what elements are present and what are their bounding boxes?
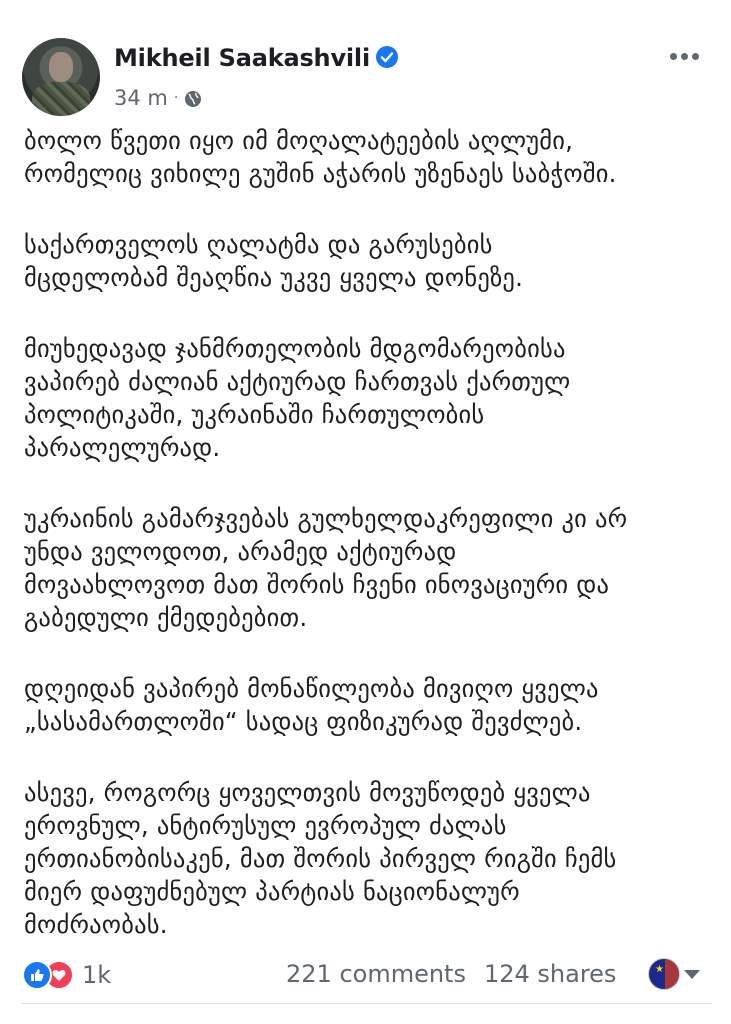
post-paragraph xyxy=(24,776,714,941)
post-line: ერთიანობისაკენ, მათ შორის პირველ რიგში ჩემს xyxy=(24,844,617,873)
more-dot xyxy=(681,53,688,60)
post-paragraph xyxy=(24,672,714,738)
post-line: პოლიტიკაში, უკრაინაში ჩართულობის xyxy=(24,400,485,429)
post-meta xyxy=(114,86,202,110)
post-line: უნდა ველოდოთ, არამედ აქტიურად xyxy=(24,537,457,566)
post-line: პარალელურად. xyxy=(24,433,221,462)
post-body xyxy=(24,124,714,979)
more-dot xyxy=(670,53,677,60)
post-header xyxy=(0,0,731,120)
post-paragraph xyxy=(24,124,714,190)
flag-stars: ★ xyxy=(655,964,664,975)
meta-separator: · xyxy=(173,90,179,106)
post-line: ეროვნულ, ანტირუსულ ევროპულ ძალას xyxy=(24,811,507,840)
post-paragraph xyxy=(24,332,714,464)
post-line: უკრაინის გამარჯვებას გულხელდაკრეფილი კი არ xyxy=(24,504,628,533)
post-line: რომელიც ვიხილე გუშინ აჭარის უზენაეს საბჭოში. xyxy=(24,159,617,188)
post-paragraph xyxy=(24,502,714,634)
post-footer xyxy=(0,948,731,1000)
post-line: „სასამართლოში“ სადაც ფიზიკურად შევძლებ. xyxy=(24,707,583,736)
author-name[interactable]: Mikheil Saakashvili xyxy=(114,44,370,72)
post-line: საქართველოს ღალატმა და გარუსების xyxy=(24,230,493,259)
verified-badge-icon xyxy=(376,46,398,68)
author-avatar[interactable] xyxy=(22,38,100,116)
post-line: ასევე, როგორც ყოველთვის მოვუწოდებ ყველა xyxy=(24,778,591,807)
like-reaction-icon xyxy=(22,960,52,990)
avatar-uniform xyxy=(32,82,90,116)
more-options-icon[interactable] xyxy=(670,46,710,66)
post-line: მიუხედავად ჯანმრთელობის მდგომარეობისა xyxy=(24,334,566,363)
avatar-face xyxy=(49,52,73,82)
eu-flag-avatar-icon[interactable] xyxy=(648,958,680,990)
chevron-down-icon[interactable] xyxy=(684,970,700,979)
flag-stripe xyxy=(665,959,679,989)
post-paragraph xyxy=(24,228,714,294)
post-line: მოვაახლოვოთ მათ შორის ჩვენი ინოვაციური და xyxy=(24,570,610,599)
post-line: მიერ დაფუძნებულ პარტიას ნაციონალურ xyxy=(24,877,520,906)
post-line: გაბედული ქმედებებით. xyxy=(24,603,308,632)
post-line: ბოლო წვეთი იყო იმ მოღალატეების აღლუმი, xyxy=(24,126,574,155)
author-name-row xyxy=(114,44,398,72)
post-line: ვაპირებ ძალიან აქტიურად ჩართვას ქართულ xyxy=(24,367,571,396)
shares-count-link[interactable]: 124 shares xyxy=(483,960,617,988)
more-dot xyxy=(692,53,699,60)
post-time[interactable]: 34 m xyxy=(114,86,168,110)
footer-divider xyxy=(22,1003,712,1004)
globe-icon xyxy=(184,89,202,107)
reactions-summary[interactable] xyxy=(22,960,111,990)
post-line: დღეიდან ვაპირებ მონაწილეობა მივიღო ყველა xyxy=(24,674,599,703)
engagement-stats xyxy=(286,960,616,988)
post-line: მოძრაობას. xyxy=(24,910,168,939)
post-line: მცდელობამ შეაღწია უკვე ყველა დონეზე. xyxy=(24,263,524,292)
comments-count-link[interactable]: 221 comments xyxy=(286,960,466,988)
reactions-count: 1k xyxy=(82,961,112,989)
